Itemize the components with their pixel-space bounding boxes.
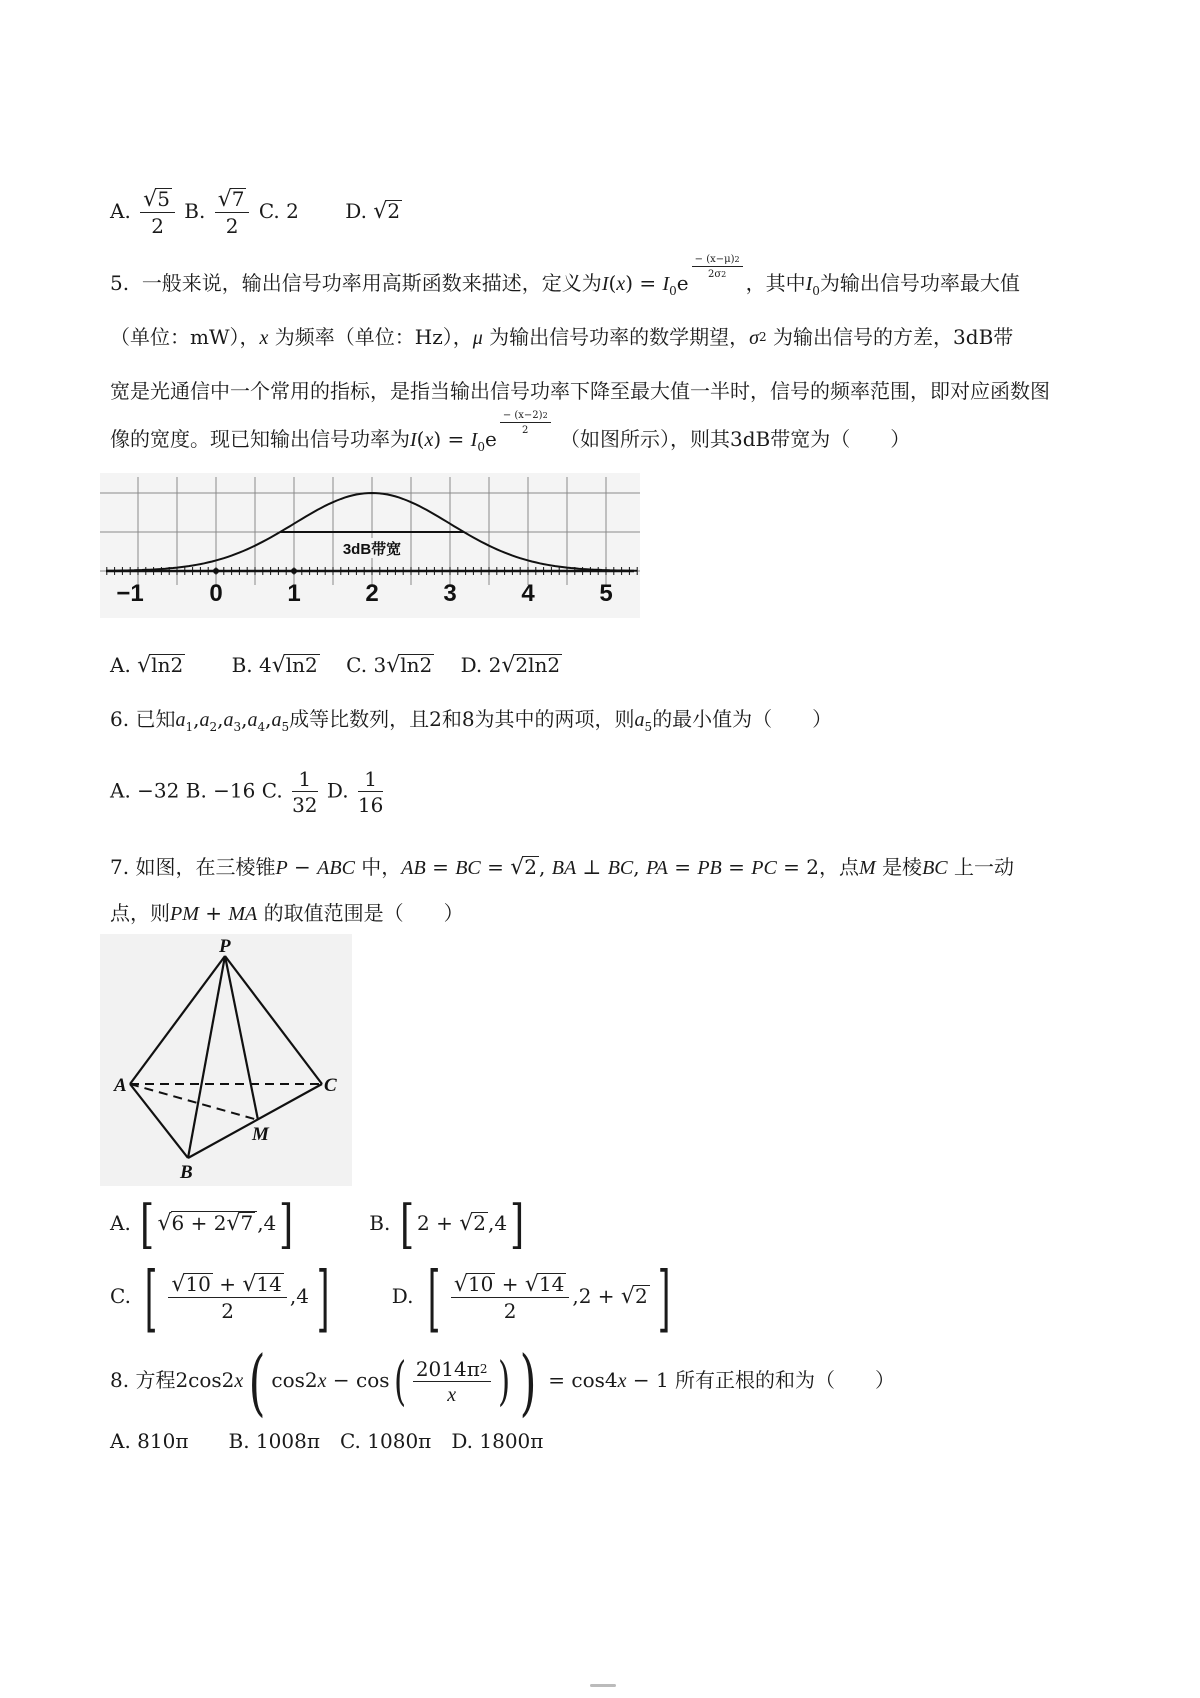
vertex-label-p: P — [219, 936, 231, 957]
point-label-m: M — [252, 1124, 269, 1145]
q6-question: 6. 已知$a_1,a_2,a_3,a_4,a_5$成等比数列，且2和8为其中的两项，则$a_5$的最小值为（ ） — [110, 707, 833, 734]
q4-options: A. $\frac{√5}{2}$ B. $\frac{√7}{2}$ C. 2 D. √2 — [110, 187, 401, 238]
q7-line-2: 点，则PM + MA 的取值范围是（ ） — [110, 901, 464, 925]
q7-line-1: 7. 如图，在三棱锥P − ABC 中，AB = BC = √2 , BA ⊥ BC, PA = PB = PC = 2，点M 是棱BC 上一动 — [110, 855, 1014, 880]
q7-options-row-1: A. [ √6 + 2√7 ,4] B. [ 2 + √2 ,4] — [110, 1194, 525, 1255]
x-tick-label: 3 — [443, 580, 457, 607]
x-tick-label: 0 — [209, 580, 223, 607]
q5-line-4: 像的宽度。现已知输出信号功率为$I(x) = I_0e$ $\frac{- (x-2)^2}{2}$ （如图所示），则其3dB带宽为（ ） — [110, 409, 911, 454]
x-tick-label: −1 — [116, 580, 144, 607]
x-tick-label: 5 — [599, 580, 613, 607]
origin-dot — [213, 568, 219, 574]
q4-option-d-value: 2 — [387, 199, 401, 223]
3db-band-label: 3dB带宽 — [342, 541, 402, 558]
q4-option-b-fraction: $\frac{√7}{2}$ — [215, 188, 250, 237]
vertex-label-c: C — [324, 1075, 337, 1096]
x1-dot — [291, 568, 297, 574]
q7-options-row-2: C. [ $\frac{√10 + √14}{2}$ ,4 ] D. [ $\frac{√10 + √14}{2}$ ,2 + √2 ] — [110, 1255, 671, 1340]
q5-options: A. √ln2 B. 4√ln2 C. 3√ln2 D. 2√2ln2 — [110, 653, 561, 678]
vertex-label-b: B — [180, 1162, 193, 1183]
q4-option-a-fraction: $\frac{√5}{2}$ — [140, 188, 175, 237]
q5-gaussian-chart — [100, 473, 640, 618]
x-tick-label: 1 — [287, 580, 301, 607]
page-footer-mark — [590, 1684, 616, 1687]
q5-line-2: （单位：mW），x 为频率（单位：Hz），μ 为输出信号功率的数学期望，$\sigma^2$ 为输出信号的方差，3dB带 — [110, 325, 1014, 349]
x-tick-label: 2 — [365, 580, 379, 607]
q5-line-3: 宽是光通信中一个常用的指标，是指当输出信号功率下降至最大值一半时，信号的频率范围，即对应函数图 — [110, 379, 1050, 403]
x-tick-label: 4 — [521, 580, 535, 607]
q5-exponent-1: $\frac{- (x-\mu)^2}{2\sigma^2}$ — [692, 254, 743, 280]
q8-question: 8. 方程2cos2x( cos2x − cos( $\frac{2014\pi^2}{x}$ ) ) = cos4x − 1 所有正根的和为（ ） — [110, 1339, 896, 1424]
vertex-label-a: A — [114, 1075, 127, 1096]
q5-exponent-2: $\frac{- (x-2)^2}{2}$ — [500, 410, 551, 436]
q5-line-1: 5. 一般来说，输出信号功率用高斯函数来描述，定义为$I(x) = I_0e$ $\frac{- (x-\mu)^2}{2\sigma^2}$ ，其中$I_0$为输出信号功率最大值 — [110, 253, 1020, 298]
q8-options: A. 810π B. 1008π C. 1080π D. 1800π — [110, 1429, 544, 1453]
q7-tetrahedron-figure — [100, 934, 352, 1186]
q6-options: A. −32 B. −16 C. $\frac{1}{32}$ D. $\frac{1}{16}$ — [110, 767, 384, 817]
